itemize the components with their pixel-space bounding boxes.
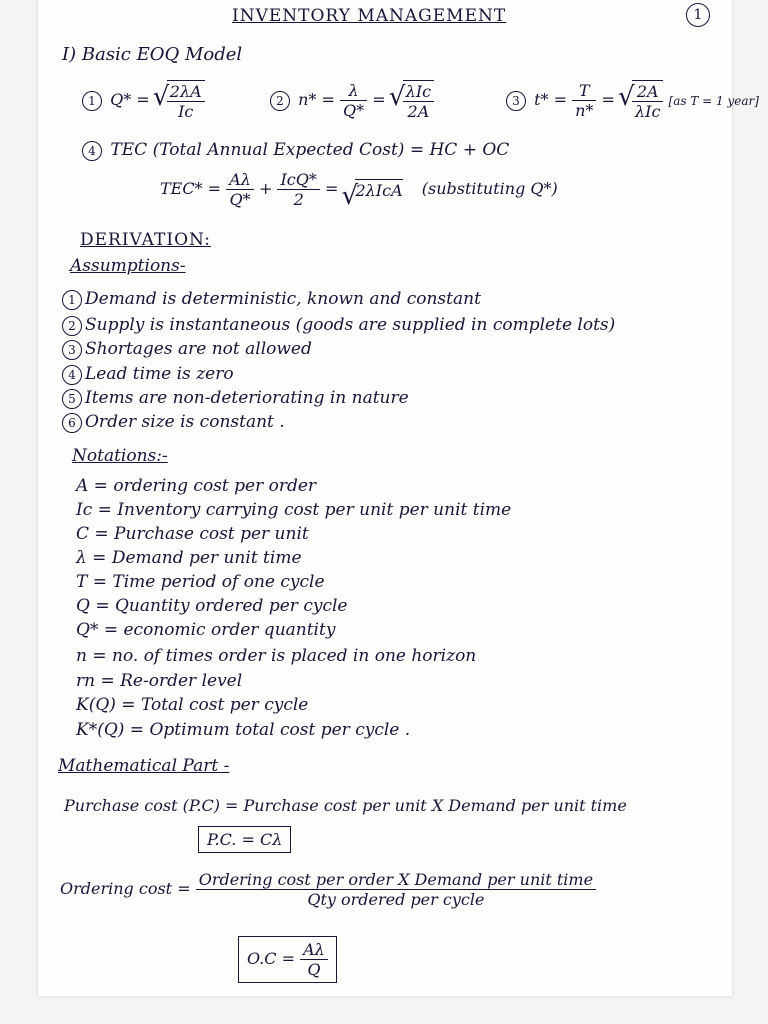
tec-plus: +: [258, 179, 273, 198]
list-item: A = ordering cost per order: [76, 476, 317, 496]
tec-tail: (substituting Q*): [421, 179, 558, 198]
oc-num: Aλ: [300, 940, 328, 960]
assumptions-heading: Assumptions-: [70, 256, 186, 276]
tec-a-den: Q*: [229, 190, 251, 209]
formula-t-eq: =: [601, 90, 615, 109]
notebook-page: [38, 0, 759, 996]
list-item: 4 Lead time is zero: [62, 365, 234, 385]
tec-root: 2λIcA: [355, 181, 403, 200]
section-heading-basic-eoq: I) Basic EOQ Model: [62, 44, 243, 65]
formula-n-star: [270, 80, 434, 121]
purchase-cost-line: Purchase cost (P.C) = Purchase cost per unit X Demand per unit time: [64, 796, 627, 815]
list-item: 1 Demand is deterministic, known and constant: [62, 290, 481, 310]
formula-number-3: 3: [506, 91, 526, 111]
list-item: n = no. of times order is placed in one horizon: [76, 646, 477, 666]
list-item: 5 Items are non-deteriorating in nature: [62, 389, 409, 409]
list-item: 2 Supply is instantaneous (goods are supplied in complete lots): [62, 316, 615, 336]
formula-tec-star: [160, 170, 558, 209]
list-item: rn = Re-order level: [76, 671, 243, 691]
formula-eoq: [82, 80, 205, 121]
list-item: T = Time period of one cycle: [76, 572, 325, 592]
ordering-cost-formula: [60, 870, 596, 909]
formula-t-star: [506, 80, 759, 121]
tec-b-den: 2: [293, 190, 304, 209]
formula-n-rden: 2A: [407, 102, 430, 121]
tec-b-num: IcQ*: [277, 170, 319, 190]
list-item: Q = Quantity ordered per cycle: [76, 596, 348, 616]
formula-n-den: Q*: [342, 101, 365, 120]
tec-eq: =: [324, 179, 339, 198]
formula-number-4: 4: [82, 141, 102, 161]
list-item: C = Purchase cost per unit: [76, 524, 309, 544]
list-item: K(Q) = Total cost per cycle: [76, 695, 309, 715]
formula-number-1: 1: [82, 91, 102, 111]
tec-lhs: TEC* =: [160, 179, 222, 198]
pc-formula-box: [198, 830, 291, 849]
mathematical-part-heading: Mathematical Part -: [58, 756, 230, 776]
formula-tec-definition: [82, 140, 509, 161]
formula-eoq-den: Ic: [178, 102, 194, 121]
pc-formula: P.C. = Cλ: [198, 826, 291, 853]
page-number: 1: [686, 3, 710, 27]
formula-eoq-lhs: Q* =: [110, 90, 150, 109]
tec-a-num: Aλ: [226, 170, 254, 190]
formula-n-rnum: √ λIc: [403, 82, 434, 102]
formula-tec-text: TEC (Total Annual Expected Cost) = HC + OC: [110, 140, 510, 160]
formula-t-den: n*: [575, 101, 594, 120]
oc-formula-box: [238, 936, 337, 983]
formula-t-note: [as T = 1 year]: [668, 94, 759, 108]
oc-den: Q: [307, 960, 321, 979]
ordering-cost-den: Qty ordered per cycle: [307, 890, 485, 909]
formula-n-lhs: n* =: [298, 90, 335, 109]
list-item: 6 Order size is constant .: [62, 413, 285, 433]
derivation-heading: DERIVATION:: [80, 230, 212, 250]
list-item: λ = Demand per unit time: [76, 548, 302, 568]
oc-lhs: O.C =: [247, 949, 295, 968]
formula-number-2: 2: [270, 91, 290, 111]
page-title: INVENTORY MANAGEMENT: [232, 6, 507, 26]
formula-t-rden: λIc: [635, 102, 661, 121]
list-item: Ic = Inventory carrying cost per unit per unit time: [76, 500, 512, 520]
formula-n-eq: =: [372, 90, 386, 109]
formula-t-lhs: t* =: [534, 90, 568, 109]
formula-t-num: T: [572, 81, 596, 101]
list-item: 3 Shortages are not allowed: [62, 340, 312, 360]
formula-eoq-num: √ 2λA: [167, 82, 205, 102]
list-item: Q* = economic order quantity: [76, 620, 336, 640]
notations-heading: Notations:-: [72, 446, 168, 466]
formula-t-rnum: √ 2A: [632, 82, 663, 102]
formula-n-num: λ: [340, 81, 367, 101]
list-item: K*(Q) = Optimum total cost per cycle .: [76, 720, 411, 740]
ordering-cost-lhs: Ordering cost =: [60, 879, 191, 898]
ordering-cost-num: Ordering cost per order X Demand per unit time: [196, 870, 596, 890]
